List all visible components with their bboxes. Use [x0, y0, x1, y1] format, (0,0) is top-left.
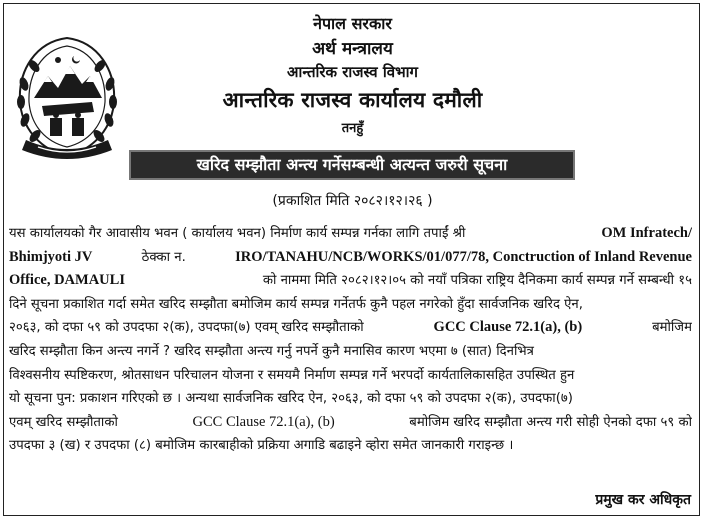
notice-title-banner: खरिद सम्झौता अन्त्य गर्नेसम्बन्धी अत्यन्त जरुरी सूचना: [129, 150, 575, 180]
body-line: [9, 316, 692, 340]
header-department: आन्तरिक राजस्व विभाग: [287, 63, 418, 81]
body-text: एवम् खरिद सम्झौताको: [9, 414, 118, 430]
body-line: [9, 434, 692, 458]
body-line: [9, 269, 692, 293]
body-text: उपदफा ३ (ख) र उपदफा (८) बमोजिम कारबाहीको प्रक्रिया अगाडि बढाइने व्होरा समेत जानकारी गराइन्छ ।: [9, 438, 514, 454]
gcc-clause: GCC Clause 72.1(a), (b): [433, 319, 583, 336]
body-text: यो सूचना पुन: प्रकाशन गरिएको छ । अन्यथा सार्वजनिक खरिद ऐन, २०६३, को दफा ५९ को उपदफा २(क), उपदफा(७): [9, 391, 573, 407]
body-text: ठेक्का न.: [141, 249, 186, 265]
body-line: [9, 246, 692, 270]
gcc-clause: GCC Clause 72.1(a), (b): [192, 413, 335, 430]
body-line: [9, 411, 692, 435]
contract-number: IRO/TANAHU/NCB/WORKS/01/077/78, Conctruction of Inland Revenue: [235, 248, 692, 265]
signature-title: प्रमुख कर अधिकृत: [595, 492, 691, 508]
header-government: नेपाल सरकार: [313, 14, 392, 33]
body-text: यस कार्यालयको गैर आवासीय भवन ( कार्यालय भवन) निर्माण कार्य सम्पन्न गर्नका लागि तपाईं श्री: [9, 226, 466, 241]
header-office: आन्तरिक राजस्व कार्यालय दमौली: [222, 88, 483, 112]
body-text: विश्वसनीय स्पष्टिकरण, श्रोतसाधन परिचालन योजना र समयमै निर्माण सम्पन्न गर्ने भरपर्दो कार्यतालिकासहित उपस्थित हुन: [9, 367, 575, 383]
body-line: [9, 222, 692, 246]
body-line: [9, 387, 692, 411]
contract-location: Office, DAMAULI: [9, 272, 125, 289]
publication-date: (प्रकाशित मिति २०८२।१२।२६ ): [272, 193, 433, 209]
body-text: बमोजिम: [652, 320, 692, 336]
header-ministry: अर्थ मन्त्रालय: [312, 39, 393, 59]
body-line: [9, 364, 692, 388]
header-district: तनहुँ: [341, 121, 364, 136]
body-text: को नाममा मिति २०८२।१२।०५ को नयाँ पत्रिका राष्ट्रिय दैनिकमा कार्य सम्पन्न गर्ने सम्बन्धी १५: [262, 273, 692, 289]
notice-body: [9, 222, 692, 458]
body-text: बमोजिम खरिद सम्झौता अन्त्य गरी सोही ऐनको दफा ५९ को: [409, 414, 692, 430]
body-line: [9, 340, 692, 364]
body-text: दिने सूचना प्रकाशित गर्दा समेत खरिद सम्झौता बमोजिम कार्य सम्पन्न गर्नेतर्फ कुनै पहल नगरेको हुँदा सार्वजनिक खरिद ऐन,: [9, 296, 583, 312]
body-text: खरिद सम्झौता किन अन्त्य नगर्ने ? खरिद सम्झौता अन्त्य गर्नु नपर्ने कुनै मनासिव कारण भएमा ७ (सात) दिनभित्र: [9, 343, 534, 359]
body-text: २०६३, को दफा ५९ को उपदफा २(क), उपदफा(७) एवम् खरिद सम्झौताको: [9, 320, 364, 336]
contractor-name: Bhimjyoti JV: [9, 248, 93, 265]
body-line: [9, 293, 692, 317]
contractor-name: OM Infratech/: [601, 225, 692, 241]
